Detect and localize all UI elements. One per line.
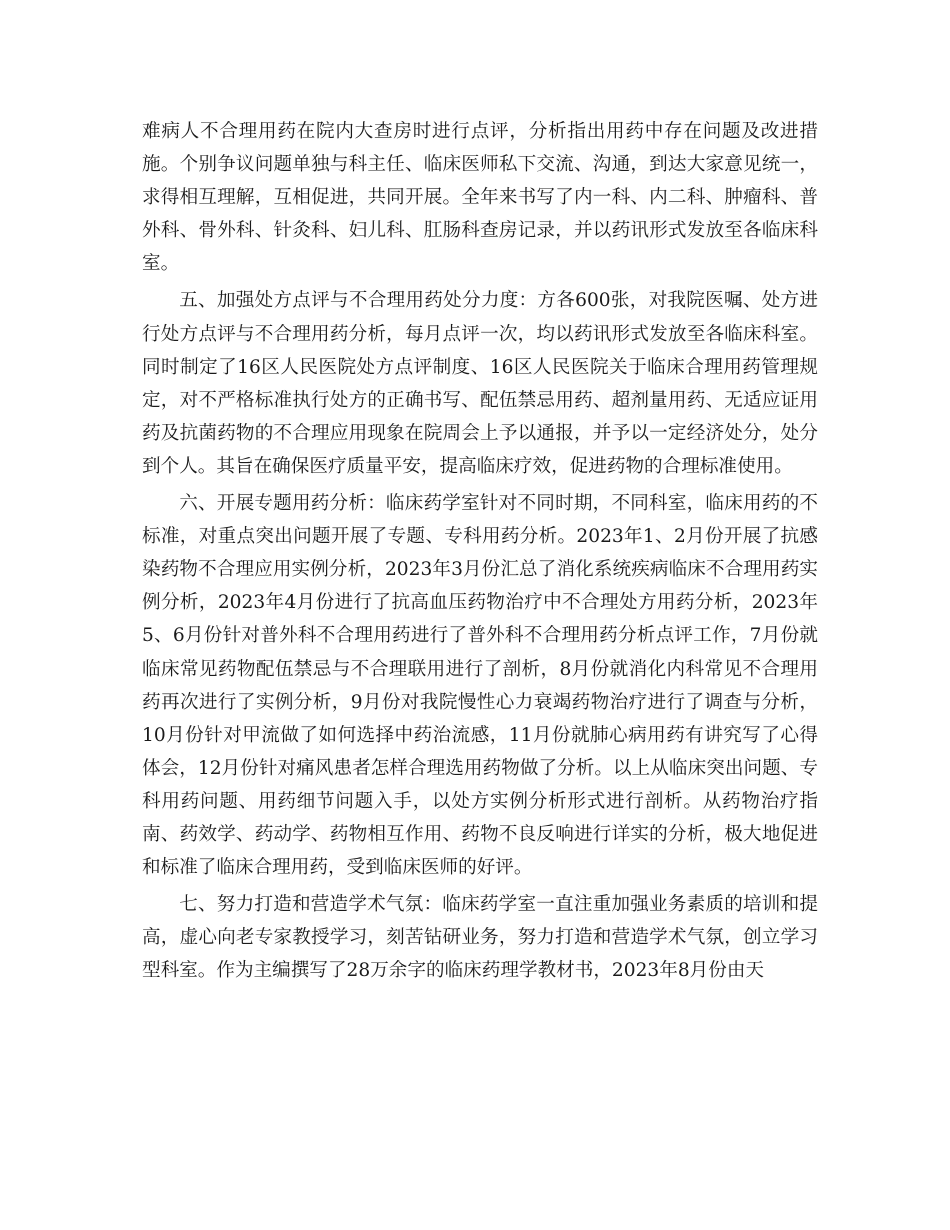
document-body [142,115,818,991]
paragraph-six-special-analysis: 六、开展专题用药分析：临床药学室针对不同时期，不同科室，临床用药的不标准，对重点突出问题开展了专题、专科用药分析。2023年1、2月份开展了抗感染药物不合理应用实例分析，2023年3月份汇总了消化系统疾病临床不合理用药实例分析，2023年4月份进行了抗高血压药物治疗中不合理处方用药分析，2023年5、6月份针对普外科不合理用药进行了普外科不合理用药分析点评工作，7月份就临床常见药物配伍禁忌与不合理联用进行了剖析，8月份就消化内科常见不合理用药再次进行了实例分析，9月份对我院慢性心力衰竭药物治疗进行了调查与分析，10月份针对甲流做了如何选择中药治流感，11月份就肺心病用药有讲究写了心得体会，12月份针对痛风患者怎样合理选用药物做了分析。以上从临床突出问题、专科用药问题、用药细节问题入手，以处方实例分析形式进行剖析。从药物治疗指南、药效学、药动学、药物相互作用、药物不良反响进行详实的分析，极大地促进和标准了临床合理用药，受到临床医师的好评。 [142,493,818,879]
paragraph-seven-academic-atmosphere: 七、努力打造和营造学术气氛：临床药学室一直注重加强业务素质的培训和提高，虚心向老专家教授学习，刻苦钻研业务，努力打造和营造学术气氛，创立学习型科室。作为主编撰写了28万余字的临床药理学教材书，2023年8月份由天 [142,894,818,982]
paragraph-five-prescription-review: 五、加强处方点评与不合理用药处分力度：方各600张，对我院医嘱、处方进行处方点评与不合理用药分析，每月点评一次，均以药讯形式发放至各临床科室。同时制定了16区人民医院处方点评制度、16区人民医院关于临床合理用药管理规定，对不严格标准执行处方的正确书写、配伍禁忌用药、超剂量用药、无适应证用药及抗菌药物的不合理应用现象在院周会上予以通报，并予以一定经济处分，处分到个人。其旨在确保医疗质量平安，提高临床疗效，促进药物的合理标准使用。 [142,290,818,477]
paragraph-continued: 难病人不合理用药在院内大查房时进行点评，分析指出用药中存在问题及改进措施。个别争议问题单独与科主任、临床医师私下交流、沟通，到达大家意见统一，求得相互理解，互相促进，共同开展。全年来书写了内一科、内二科、肿瘤科、普外科、骨外科、针灸科、妇儿科、肛肠科查房记录，并以药讯形式发放至各临床科室。 [142,121,818,275]
